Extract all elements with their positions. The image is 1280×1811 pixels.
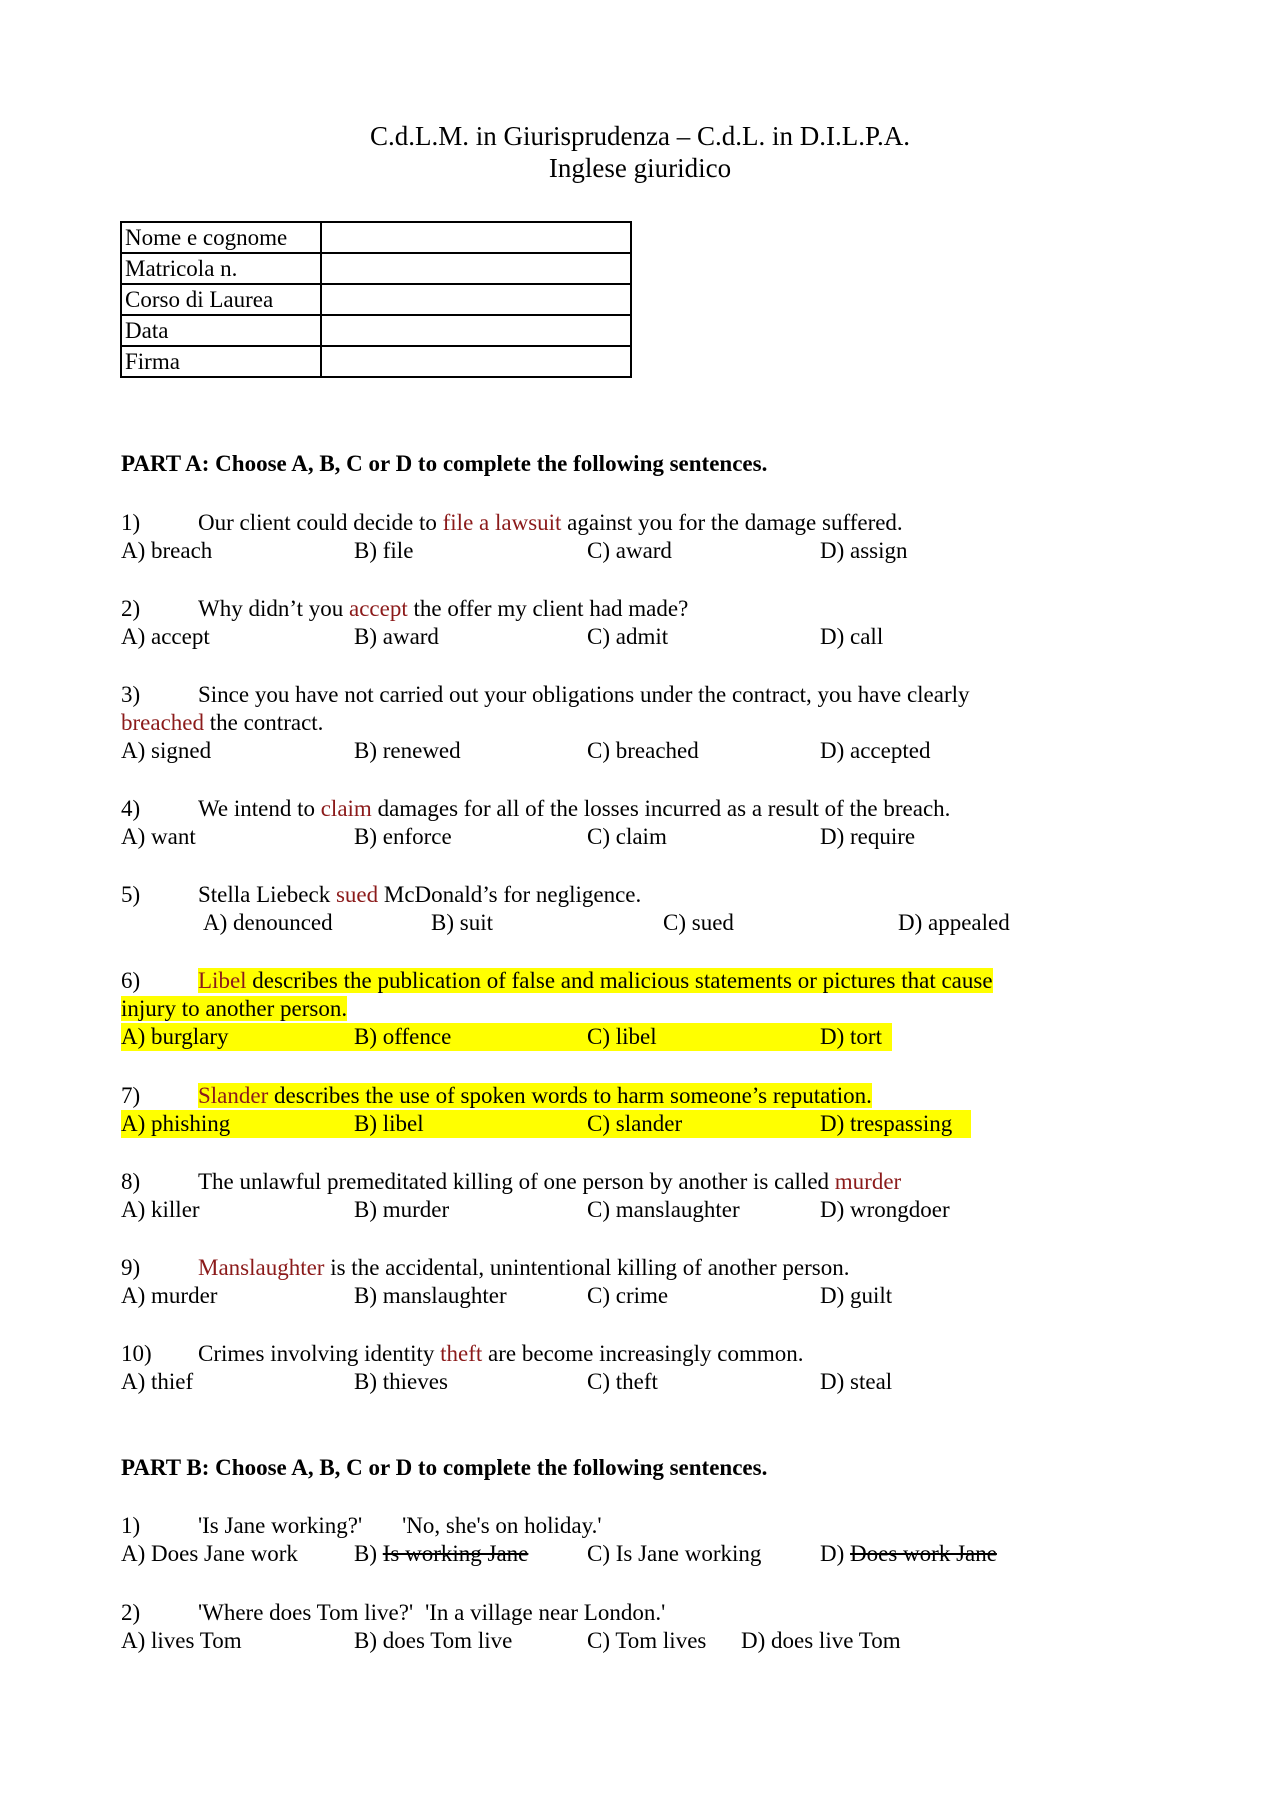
option-a[interactable]: A) thief: [121, 1369, 194, 1394]
option-a[interactable]: A) phishing: [121, 1111, 231, 1136]
answer-highlight: claim: [320, 796, 372, 821]
question-number: 6): [121, 968, 141, 993]
question-text: damages for all of the losses incurred as a result of the breach.: [371, 796, 951, 821]
question-text: Crimes involving identity: [198, 1341, 441, 1366]
info-row: [121, 315, 631, 346]
question-a5: [121, 881, 1131, 937]
option-c[interactable]: C) breached: [587, 738, 699, 763]
option-c[interactable]: C) claim: [587, 824, 667, 849]
answer-highlight: murder: [834, 1169, 902, 1194]
option-b-struck-text: Is working Jane: [382, 1541, 529, 1566]
option-d[interactable]: D) tort: [820, 1024, 882, 1049]
info-value-field[interactable]: [321, 222, 631, 253]
option-d[interactable]: D) require: [820, 824, 916, 849]
answer-highlight: accept: [348, 596, 408, 621]
option-b[interactable]: B) manslaughter: [354, 1283, 507, 1308]
option-c[interactable]: C) admit: [587, 624, 669, 649]
info-row: [121, 222, 631, 253]
option-d[interactable]: D) appealed: [898, 910, 1010, 935]
question-a3: [121, 681, 1131, 765]
question-a2: [121, 595, 1131, 651]
question-text: describes the publication of false and malicious statements or pictures that cause: [246, 968, 993, 993]
option-c[interactable]: C) manslaughter: [587, 1197, 740, 1222]
option-a[interactable]: A) accept: [121, 624, 210, 649]
question-text: the contract.: [204, 710, 324, 735]
option-b[interactable]: B) enforce: [354, 824, 452, 849]
option-c[interactable]: C) award: [587, 538, 672, 563]
info-label: Corso di Laurea: [121, 284, 321, 315]
option-d[interactable]: D) does live Tom: [741, 1628, 901, 1653]
question-number: 2): [121, 1600, 141, 1625]
question-number: 9): [121, 1255, 141, 1280]
option-c[interactable]: C) Is Jane working: [587, 1541, 762, 1566]
option-b[interactable]: B) file: [354, 538, 414, 563]
option-b[interactable]: B) thieves: [354, 1369, 448, 1394]
question-text: Since you have not carried out your obligations under the contract, you have clearly: [198, 682, 970, 707]
question-text: describes the use of spoken words to harm someone’s reputation.: [268, 1083, 872, 1108]
part-a-title: PART A: Choose A, B, C or D to complete the following sentences.: [121, 451, 768, 476]
question-answer-text: 'No, she's on holiday.': [402, 1513, 602, 1538]
header-line-1: C.d.L.M. in Giurisprudenza – C.d.L. in D.I.L.P.A.: [370, 121, 910, 151]
header-line-2: Inglese giuridico: [548, 153, 732, 183]
option-a[interactable]: A) burglary: [121, 1024, 229, 1049]
option-a[interactable]: A) lives Tom: [121, 1628, 242, 1653]
question-b2: [121, 1599, 1131, 1655]
option-a[interactable]: A) killer: [121, 1197, 200, 1222]
option-b[interactable]: B) murder: [354, 1197, 450, 1222]
question-answer-text: 'In a village near London.': [425, 1600, 666, 1625]
option-a[interactable]: A) denounced: [203, 910, 333, 935]
answer-highlight: file a lawsuit: [442, 510, 562, 535]
option-b[interactable]: B) does Tom live: [354, 1628, 513, 1653]
question-number: 1): [121, 1513, 141, 1538]
question-a4: [121, 795, 1131, 851]
question-number: 10): [121, 1341, 152, 1366]
question-number: 8): [121, 1169, 141, 1194]
part-b-title: PART B: Choose A, B, C or D to complete the following sentences.: [121, 1455, 768, 1480]
question-text: 'Where does Tom live?': [198, 1600, 414, 1625]
info-label: Matricola n.: [121, 253, 321, 284]
info-row: [121, 253, 631, 284]
option-d-prefix: D): [820, 1541, 851, 1566]
option-d[interactable]: D) wrongdoer: [820, 1197, 950, 1222]
option-d[interactable]: D) guilt: [820, 1283, 893, 1308]
answer-highlight: Manslaughter: [198, 1255, 325, 1280]
question-a7: [121, 1082, 1131, 1138]
question-b1: [121, 1512, 1131, 1568]
option-d[interactable]: D) steal: [820, 1369, 893, 1394]
option-b[interactable]: B) renewed: [354, 738, 461, 763]
question-a1: [121, 509, 1131, 565]
info-row: [121, 284, 631, 315]
question-a10: [121, 1340, 1131, 1396]
info-row: [121, 346, 631, 377]
question-a9: [121, 1254, 1131, 1310]
info-value-field[interactable]: [321, 253, 631, 284]
option-a[interactable]: A) want: [121, 824, 196, 849]
option-d[interactable]: D) trespassing: [820, 1111, 953, 1136]
question-text: injury to another person.: [121, 996, 348, 1021]
question-text: We intend to: [198, 796, 321, 821]
info-value-field[interactable]: [321, 346, 631, 377]
option-b[interactable]: B) libel: [354, 1111, 424, 1136]
option-c[interactable]: C) crime: [587, 1283, 669, 1308]
question-a8: [121, 1168, 1131, 1224]
question-text: McDonald’s for negligence.: [378, 882, 642, 907]
info-value-field[interactable]: [321, 284, 631, 315]
option-b[interactable]: [354, 1540, 528, 1568]
option-b[interactable]: B) suit: [431, 910, 493, 935]
question-text: are become increasingly common.: [482, 1341, 804, 1366]
option-d[interactable]: D) accepted: [820, 738, 931, 763]
option-d[interactable]: [820, 1540, 997, 1568]
option-c[interactable]: C) sued: [663, 910, 734, 935]
answer-highlight: theft: [440, 1341, 483, 1366]
option-c[interactable]: C) slander: [587, 1111, 683, 1136]
question-a6: [121, 967, 1131, 1051]
option-a[interactable]: A) Does Jane work: [121, 1541, 298, 1566]
question-number: 2): [121, 596, 141, 621]
info-label: Firma: [121, 346, 321, 377]
question-number: 3): [121, 682, 141, 707]
question-text: the offer my client had made?: [407, 596, 689, 621]
option-c[interactable]: C) libel: [587, 1024, 657, 1049]
question-text: Stella Liebeck: [198, 882, 336, 907]
option-d[interactable]: D) call: [820, 624, 884, 649]
question-number: 7): [121, 1083, 141, 1108]
document-header: [0, 120, 1280, 184]
option-b[interactable]: B) award: [354, 624, 439, 649]
option-c[interactable]: C) Tom lives: [587, 1628, 707, 1653]
option-a[interactable]: A) breach: [121, 538, 213, 563]
question-text: The unlawful premeditated killing of one person by another is called: [198, 1169, 835, 1194]
question-text: against you for the damage suffered.: [561, 510, 903, 535]
answer-highlight: breached: [121, 710, 204, 735]
option-d-struck-text: Does work Jane: [850, 1541, 997, 1566]
option-a[interactable]: A) signed: [121, 738, 212, 763]
answer-highlight: Slander: [198, 1083, 269, 1108]
option-b-prefix: B): [354, 1541, 383, 1566]
answer-highlight: Libel: [198, 968, 247, 993]
option-b[interactable]: B) offence: [354, 1024, 452, 1049]
answer-highlight: sued: [335, 882, 379, 907]
question-number: 1): [121, 510, 141, 535]
info-label: Data: [121, 315, 321, 346]
info-label: Nome e cognome: [121, 222, 321, 253]
option-d[interactable]: D) assign: [820, 538, 908, 563]
question-number: 5): [121, 882, 141, 907]
option-c[interactable]: C) theft: [587, 1369, 658, 1394]
question-number: 4): [121, 796, 141, 821]
student-info-table: [120, 221, 632, 378]
question-text: Our client could decide to: [198, 510, 443, 535]
question-text: 'Is Jane working?': [198, 1513, 363, 1538]
option-a[interactable]: A) murder: [121, 1283, 218, 1308]
info-value-field[interactable]: [321, 315, 631, 346]
question-text: is the accidental, unintentional killing of another person.: [324, 1255, 850, 1280]
question-text: Why didn’t you: [198, 596, 349, 621]
